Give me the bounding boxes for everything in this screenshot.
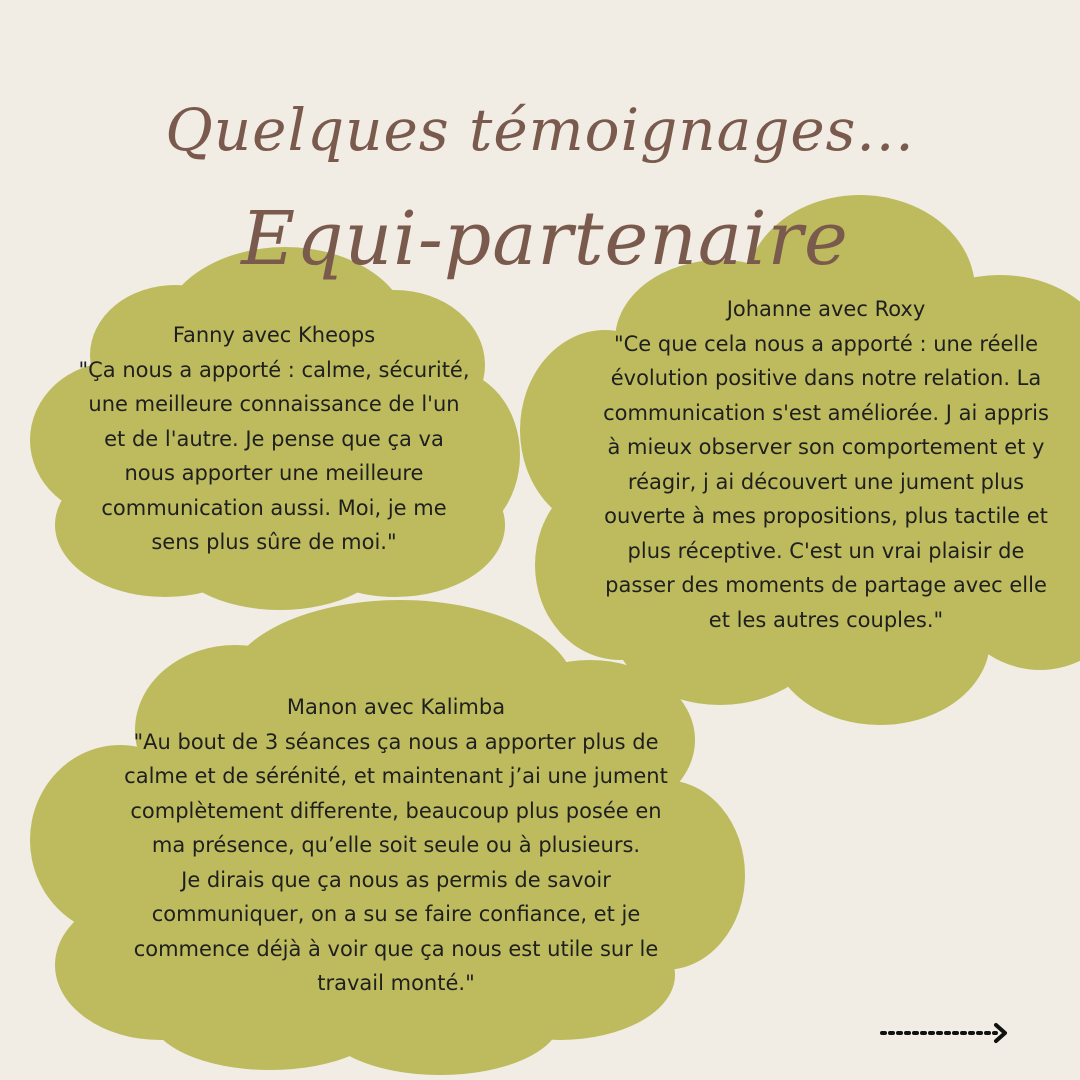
quote-line: "Ça nous a apporté : calme, sécurité, — [78, 357, 470, 382]
testimonial-johanne — [566, 292, 1080, 637]
quote-line: et de l'autre. Je pense que ça va — [104, 426, 444, 451]
header-subtitle: Quelques témoignages... — [165, 96, 915, 164]
quote-line: et les autres couples." — [708, 607, 944, 632]
quote-line: communication s'est améliorée. J ai appris — [603, 400, 1049, 425]
testimonial-fanny — [40, 318, 508, 560]
quote-line: évolution positive dans notre relation. La — [610, 366, 1042, 390]
quote-line: travail monté." — [317, 971, 475, 995]
quote-line: communiquer, on a su se faire confiance, et je — [151, 902, 641, 926]
header-title: Equi-partenaire — [241, 196, 849, 282]
quote-line: sens plus sûre de moi." — [151, 530, 397, 554]
quote-line: plus réceptive. C'est un vrai plaisir de — [627, 538, 1025, 563]
quote-line: passer des moments de partage avec elle — [605, 573, 1047, 597]
quote-line: à mieux observer son comportement et y — [607, 435, 1045, 459]
quote-line: une meilleure connaissance de l'un — [88, 392, 460, 416]
quote-line: ouverte à mes propositions, plus tactile et — [604, 504, 1048, 528]
quote-line: "Ce que cela nous a apporté : une réelle — [613, 331, 1039, 356]
dotted-arrow-right-icon[interactable] — [878, 1018, 1018, 1048]
quote-line: ma présence, qu’elle soit seule ou à plusieurs. — [151, 833, 641, 857]
quote-line: Je dirais que ça nous as permis de savoir — [181, 867, 611, 892]
testimonial-author: Manon avec Kalimba — [286, 695, 506, 719]
quote-line: calme et de sérénité, et maintenant j’ai une jument — [124, 764, 668, 788]
quote-line: réagir, j ai découvert une jument plus — [627, 469, 1025, 494]
quote-line: complètement differente, beaucoup plus posée en — [130, 798, 662, 823]
quote-line: commence déjà à voir que ça nous est utile sur le — [133, 936, 659, 961]
quote-line: "Au bout de 3 séances ça nous a apporter plus de — [133, 729, 659, 754]
testimonial-manon — [80, 690, 712, 1001]
testimonial-author: Johanne avec Roxy — [726, 297, 926, 321]
quote-line: communication aussi. Moi, je me — [101, 495, 447, 520]
quote-line: nous apporter une meilleure — [124, 461, 424, 485]
testimonial-author: Fanny avec Kheops — [172, 323, 376, 347]
